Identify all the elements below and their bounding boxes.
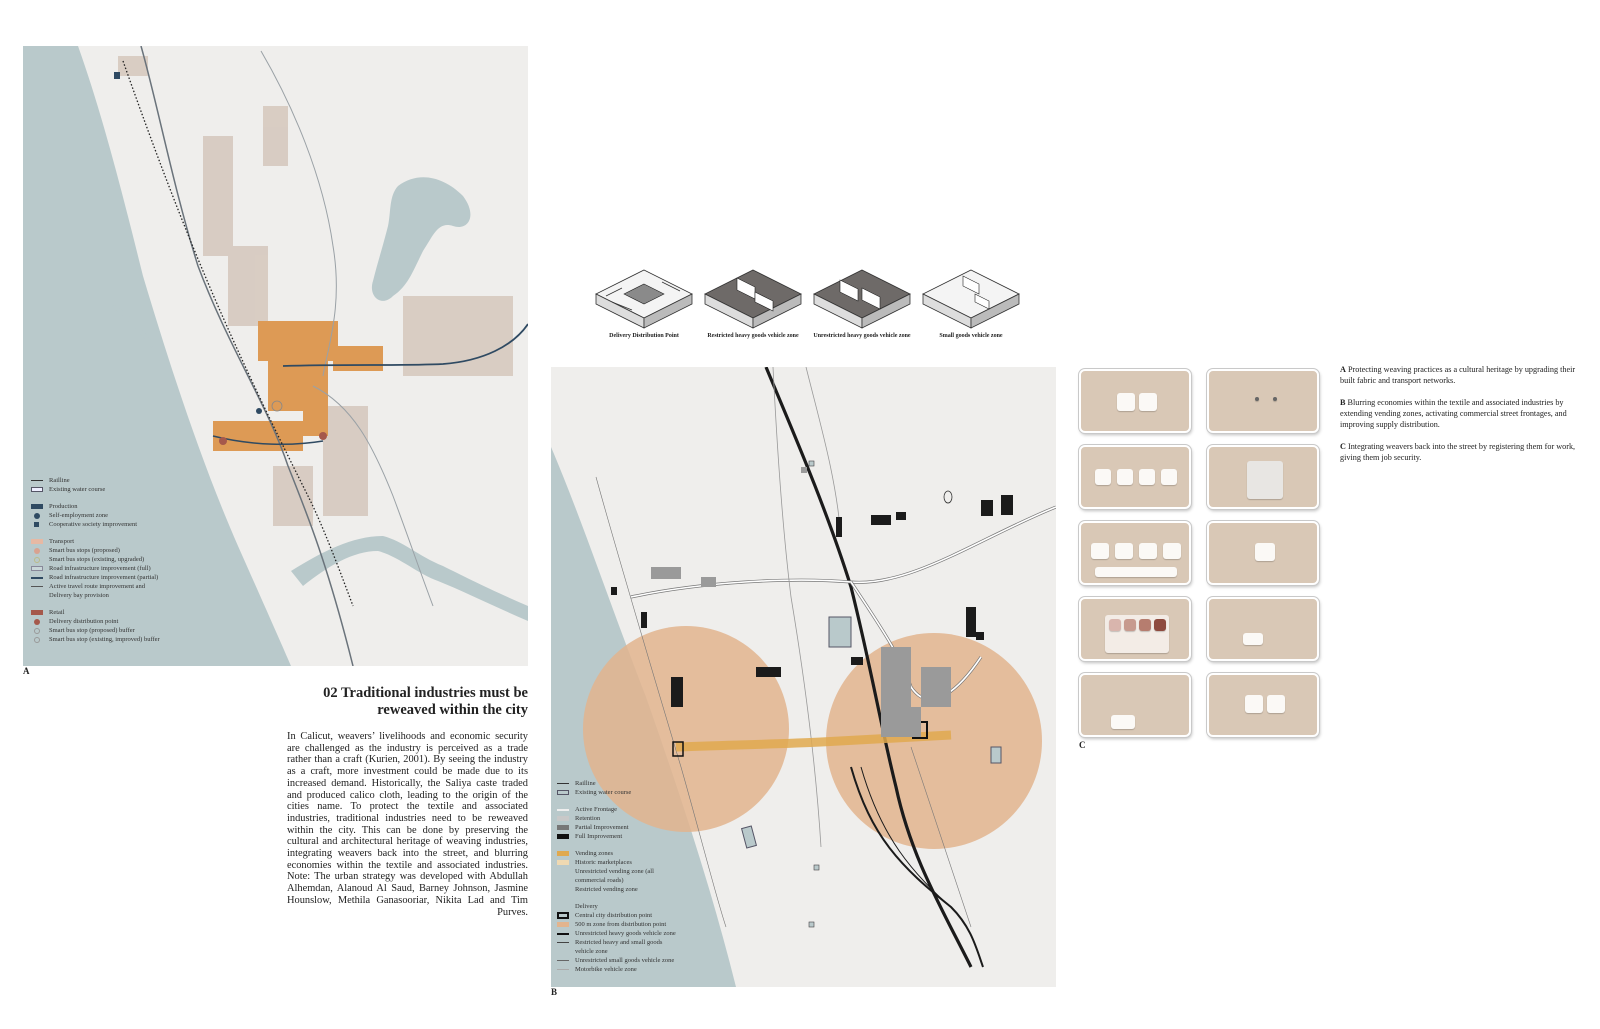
option-tile xyxy=(1139,469,1155,485)
map-b xyxy=(551,367,1056,987)
legend-item: Active Frontage xyxy=(557,805,676,814)
option-tile xyxy=(1273,397,1277,401)
legend-item: Delivery bay provision xyxy=(49,592,109,599)
iso-label-delivery: Delivery Distribution Point xyxy=(609,333,679,339)
option-tile xyxy=(1255,543,1275,561)
strategy-notes xyxy=(1340,364,1580,474)
legend-item: Retail xyxy=(31,608,160,617)
option-tile xyxy=(1139,393,1157,411)
legend-item: Railline xyxy=(557,779,676,788)
legend-item: Self-employment zone xyxy=(31,511,160,520)
iso-label-restricted: Restricted heavy goods vehicle zone xyxy=(707,333,799,339)
legend-item: Historic marketplaces xyxy=(557,858,676,867)
app-screen xyxy=(1207,369,1319,433)
app-screen xyxy=(1079,369,1191,433)
app-screen xyxy=(1079,521,1191,585)
map-b-legend xyxy=(557,779,676,974)
option-tile xyxy=(1124,619,1136,631)
option-tile xyxy=(1115,543,1133,559)
legend-item: Road infrastructure improvement (full) xyxy=(31,564,160,573)
option-tile xyxy=(1267,695,1285,713)
legend-item: Partial Improvement xyxy=(557,823,676,832)
legend-item: commercial roads) xyxy=(575,877,624,884)
legend-item: Smart bus stop (proposed) buffer xyxy=(31,626,160,635)
app-screen xyxy=(1079,673,1191,737)
legend-item: Active travel route improvement and xyxy=(31,582,160,591)
option-tile xyxy=(1111,715,1135,729)
option-tile xyxy=(1139,543,1157,559)
legend-item: 500 m zone from distribution point xyxy=(557,920,676,929)
option-tile xyxy=(1095,567,1177,577)
note-c: C Integrating weavers back into the street by registering them for work, giving them job security. xyxy=(1340,442,1576,462)
legend-item: Transport xyxy=(31,537,160,546)
map-a-legend xyxy=(31,476,160,644)
legend-item: Existing water course xyxy=(557,788,676,797)
app-screen xyxy=(1079,597,1191,661)
option-tile xyxy=(1161,469,1177,485)
note-b: B Blurring economies within the textile and associated industries by extending vending zones, activating commercial street frontages, and improving supply distribution. xyxy=(1340,398,1567,429)
legend-item: Vending zones xyxy=(557,849,676,858)
legend-item: Railline xyxy=(31,476,160,485)
option-tile xyxy=(1095,469,1111,485)
panel-c-letter: C xyxy=(1079,740,1086,750)
option-tile xyxy=(1243,633,1263,645)
legend-item: Smart bus stops (proposed) xyxy=(31,546,160,555)
legend-item: Restricted heavy and small goods xyxy=(557,938,676,947)
legend-item: vehicle zone xyxy=(575,948,608,955)
legend-item: Central city distribution point xyxy=(557,911,676,920)
legend-item: Production xyxy=(31,502,160,511)
legend-item: Delivery xyxy=(575,903,598,910)
option-tile xyxy=(1154,619,1166,631)
legend-item: Restricted vending zone xyxy=(575,886,638,893)
app-screen xyxy=(1207,521,1319,585)
option-tile xyxy=(1245,695,1263,713)
section-title: 02 Traditional industries must be reweaved within the city xyxy=(323,685,528,718)
option-tile xyxy=(1117,393,1135,411)
option-tile xyxy=(1163,543,1181,559)
map-a xyxy=(23,46,528,666)
legend-item: Delivery distribution point xyxy=(31,617,160,626)
panel-a-letter: A xyxy=(23,666,30,676)
option-tile xyxy=(1091,543,1109,559)
legend-item: Smart bus stops (existing, upgraded) xyxy=(31,555,160,564)
app-screen xyxy=(1207,445,1319,509)
panel-b-letter: B xyxy=(551,987,558,997)
app-screen xyxy=(1207,673,1319,737)
mini-map xyxy=(1247,461,1283,499)
option-tile xyxy=(1139,619,1151,631)
option-tile xyxy=(1255,397,1259,401)
legend-item: Full Improvement xyxy=(557,832,676,841)
legend-item: Smart bus stop (existing, improved) buffer xyxy=(31,635,160,644)
legend-item: Road infrastructure improvement (partial) xyxy=(31,573,160,582)
option-tile xyxy=(1117,469,1133,485)
option-tile xyxy=(1109,619,1121,631)
legend-item: Unrestricted small goods vehicle zone xyxy=(557,956,676,965)
note-a: A Protecting weaving practices as a cultural heritage by upgrading their built fabric and transport networks. xyxy=(1340,365,1576,385)
legend-item: Existing water course xyxy=(31,485,160,494)
iso-label-small: Small goods vehicle zone xyxy=(939,333,1003,339)
app-screen xyxy=(1207,597,1319,661)
app-screen xyxy=(1079,445,1191,509)
body-paragraph: In Calicut, weavers’ livelihoods and economic security are challenged as the industry is perceived as a trade rather than a craft (Kurien, 2001). By seeing the industry as a craft, more investment could be made due to its increased demand. Historically, the Saliya caste traded and produced calico cloth, leading to the origin of the cities name. To protect the textile and associated industries, traditional industries need to be reweaved within the city. This can be done by preserving the cultural and architectural heritage of weaving industries, integrating weavers back into the street, and blurring economies within the textile and associated industries. Note: The urban strategy was developed with Abdullah Alhemdan, Alanoud Al Saud, Barney Johnson, Jasmine Hounslow, Methila Ganasooriar, Nikita Lad and Tim Purves. xyxy=(287,731,528,918)
iso-label-unrestricted: Unrestricted heavy goods vehicle zone xyxy=(813,333,911,339)
legend-item: Unrestricted heavy goods vehicle zone xyxy=(557,929,676,938)
legend-item: Unrestricted vending zone (all xyxy=(575,868,654,875)
legend-item: Retention xyxy=(557,814,676,823)
legend-item: Motorbike vehicle zone xyxy=(557,965,676,974)
legend-item: Cooperative society improvement xyxy=(31,520,160,529)
